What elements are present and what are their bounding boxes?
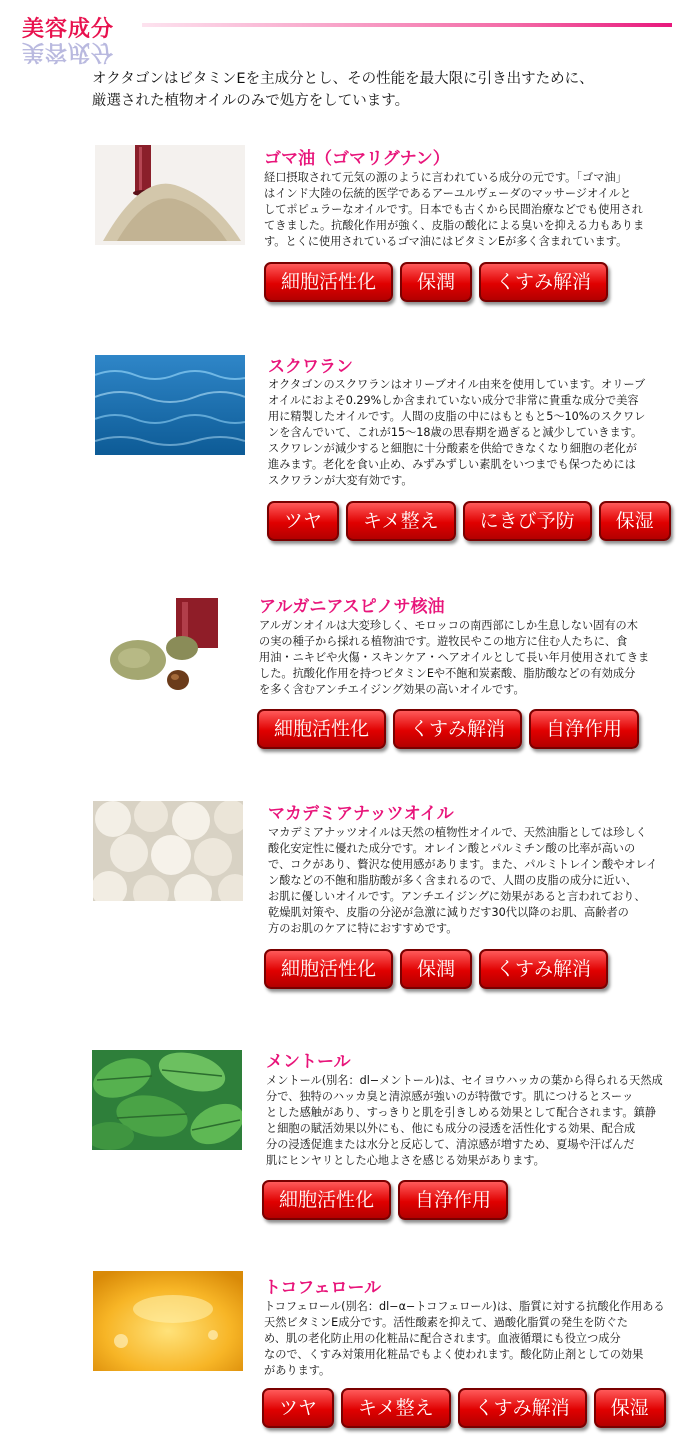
desc-line: と細胞の賦活効果以外にも、他にも成分の浸透を活性化する効果、配合成 <box>266 1122 636 1135</box>
benefit-tag: くすみ解消 <box>393 709 522 749</box>
benefit-tags <box>267 501 671 541</box>
menthol-image <box>92 1050 242 1150</box>
ingredient-description <box>268 825 688 937</box>
desc-line: メントール(別名：dl−メントール)は、セイヨウハッカの葉から得られる天然成 <box>266 1074 663 1087</box>
desc-line: ン酸などの不飽和脂肪酸が多く含まれるので、人間の皮脂の成分に近い、 <box>268 874 637 887</box>
desc-line: 肌にヒンヤリとした心地よさを感じる効果があります。 <box>266 1154 545 1167</box>
ingredient-name: ゴマ油（ゴマリグナン） <box>264 149 450 169</box>
desc-line: なので、くすみ対策用化粧品でもよく使われます。酸化防止剤としての効果 <box>264 1348 644 1361</box>
desc-line: 天然ビタミンE成分です。活性酸素を抑えて、過酸化脂質の発生を防ぐた <box>264 1316 628 1329</box>
benefit-tag: くすみ解消 <box>479 262 608 302</box>
desc-line: を多く含むアンチエイジング効果の高いオイルです。 <box>259 683 525 696</box>
benefit-tags <box>257 709 639 749</box>
desc-line: め、肌の老化防止用の化粧品に配合されます。血液循環にも役立つ成分 <box>264 1332 621 1345</box>
benefit-tag: 保潤 <box>400 949 472 989</box>
page-title-reflection: 美容成分 <box>22 39 115 64</box>
benefit-tags <box>264 262 608 302</box>
benefit-tag: 自浄作用 <box>529 709 639 749</box>
ingredient-name: アルガニアスピノサ核油 <box>259 597 445 617</box>
ingredient-name: マカデミアナッツオイル <box>268 804 454 824</box>
desc-line: 用に精製したオイルです。人間の皮脂の中にはもともと5〜10%のスクワレ <box>268 410 646 423</box>
desc-line: で、コクがあり、贅沢な使用感があります。また、パルミトレイン酸やオレイ <box>268 858 658 871</box>
ingredient-description <box>264 1299 684 1379</box>
desc-line: とした感触があり、すっきりと肌を引きしめる効果として配合されます。鎮静 <box>266 1106 656 1119</box>
benefit-tag: 自浄作用 <box>398 1180 508 1220</box>
desc-line: 進みます。老化を食い止め、みずみずしい素肌をいつまでも保つためには <box>268 458 636 471</box>
ingredient-description <box>264 170 684 250</box>
benefit-tag: 保湿 <box>599 501 671 541</box>
desc-line: 方のお肌のケアに特におすすめです。 <box>268 922 458 935</box>
tocopherol-image <box>93 1271 243 1371</box>
desc-line: てきました。抗酸化作用が強く、皮脂の酸化による臭いを抑える力もありま <box>264 219 645 232</box>
desc-line: した。抗酸化作用を持つビタミンEや不飽和炭素酸、脂肪酸などの有効成分 <box>259 667 636 680</box>
desc-line: スクワランが大変有効です。 <box>268 474 413 487</box>
ingredient-description <box>266 1073 686 1169</box>
benefit-tag: 保湿 <box>594 1388 666 1428</box>
intro-text <box>92 68 594 112</box>
benefit-tag: 保潤 <box>400 262 472 302</box>
desc-line: 酸化安定性に優れた成分です。オレイン酸とパルミチン酸の比率が高いの <box>268 842 636 855</box>
desc-line: アルガンオイルは大変珍しく、モロッコの南西部にしか生息しない固有の木 <box>259 619 638 632</box>
ingredient-name: メントール <box>266 1052 351 1072</box>
benefit-tag: キメ整え <box>341 1388 451 1428</box>
desc-line: 経口摂取されて元気の源のように言われている成分の元です。「ゴマ油」 <box>264 171 627 184</box>
benefit-tag: くすみ解消 <box>458 1388 587 1428</box>
benefit-tags <box>264 949 608 989</box>
desc-line: の実の種子から採れる植物油です。遊牧民やこの地方に住む人たちに、食 <box>259 635 628 648</box>
benefit-tags <box>262 1388 666 1428</box>
benefit-tag: 細胞活性化 <box>264 949 393 989</box>
intro-line: 厳選された植物オイルのみで処方をしています。 <box>92 93 410 109</box>
benefit-tag: ツヤ <box>267 501 339 541</box>
argan-image <box>100 598 250 698</box>
desc-line: してポピュラーなオイルです。日本でも古くから民間治療などでも使用され <box>264 203 643 216</box>
benefit-tag: キメ整え <box>346 501 456 541</box>
ingredient-name: スクワラン <box>268 357 353 377</box>
page-title: 美容成分 <box>22 17 115 42</box>
desc-line: 乾燥肌対策や、皮脂の分泌が急激に減りだす30代以降のお肌、高齢者の <box>268 906 629 919</box>
ingredient-name: トコフェロール <box>264 1278 382 1298</box>
desc-line: ンを含んでいて、これが15〜18歳の思春期を過ぎると減少していきます。 <box>268 426 643 439</box>
benefit-tag: にきび予防 <box>463 501 592 541</box>
desc-line: はインド大陸の伝統的医学であるアーユルヴェーダのマッサージオイルと <box>264 187 632 200</box>
desc-line: マカデミアナッツオイルは天然の植物性オイルで、天然油脂としては珍しく <box>268 826 647 839</box>
benefit-tags <box>262 1180 508 1220</box>
macadamia-image <box>93 801 243 901</box>
desc-line: があります。 <box>264 1364 331 1377</box>
page-header <box>22 8 682 64</box>
header-divider <box>142 23 672 27</box>
desc-line: お肌に優しいオイルです。アンチエイジングに効果があると言われており、 <box>268 890 646 903</box>
intro-line: オクタゴンはビタミンEを主成分とし、その性能を最大限に引き出すために、 <box>92 71 594 87</box>
desc-line: 用油・ニキビや火傷・スキンケア・ヘアオイルとして長い年月使用されてきま <box>259 651 650 664</box>
benefit-tag: くすみ解消 <box>479 949 608 989</box>
ingredient-description <box>268 377 688 489</box>
desc-line: トコフェロール(別名：dl−α−トコフェロール)は、脂質に対する抗酸化作用ある <box>264 1300 665 1313</box>
desc-line: オイルにおよそ0.29%しか含まれていない成分で非常に貴重な成分で美容 <box>268 394 639 407</box>
benefit-tag: ツヤ <box>262 1388 334 1428</box>
squalane-image <box>95 355 245 455</box>
desc-line: 分で、独特のハッカ臭と清涼感が強いのが特徴です。肌につけるとスーッ <box>266 1090 634 1103</box>
benefit-tag: 細胞活性化 <box>264 262 393 302</box>
desc-line: 分の浸透促進または水分と反応して、清涼感が増すため、夏場や汗ばんだ <box>266 1138 635 1151</box>
benefit-tag: 細胞活性化 <box>257 709 386 749</box>
desc-line: オクタゴンのスクワランはオリーブオイル由来を使用しています。オリーブ <box>268 378 646 391</box>
benefit-tag: 細胞活性化 <box>262 1180 391 1220</box>
desc-line: す。とくに使用されているゴマ油にはビタミンEが多く含まれています。 <box>264 235 628 248</box>
sesame-image <box>95 145 245 245</box>
desc-line: スクワレンが減少すると細胞に十分酸素を供給できなくなり細胞の老化が <box>268 442 637 455</box>
ingredient-description <box>259 618 679 698</box>
